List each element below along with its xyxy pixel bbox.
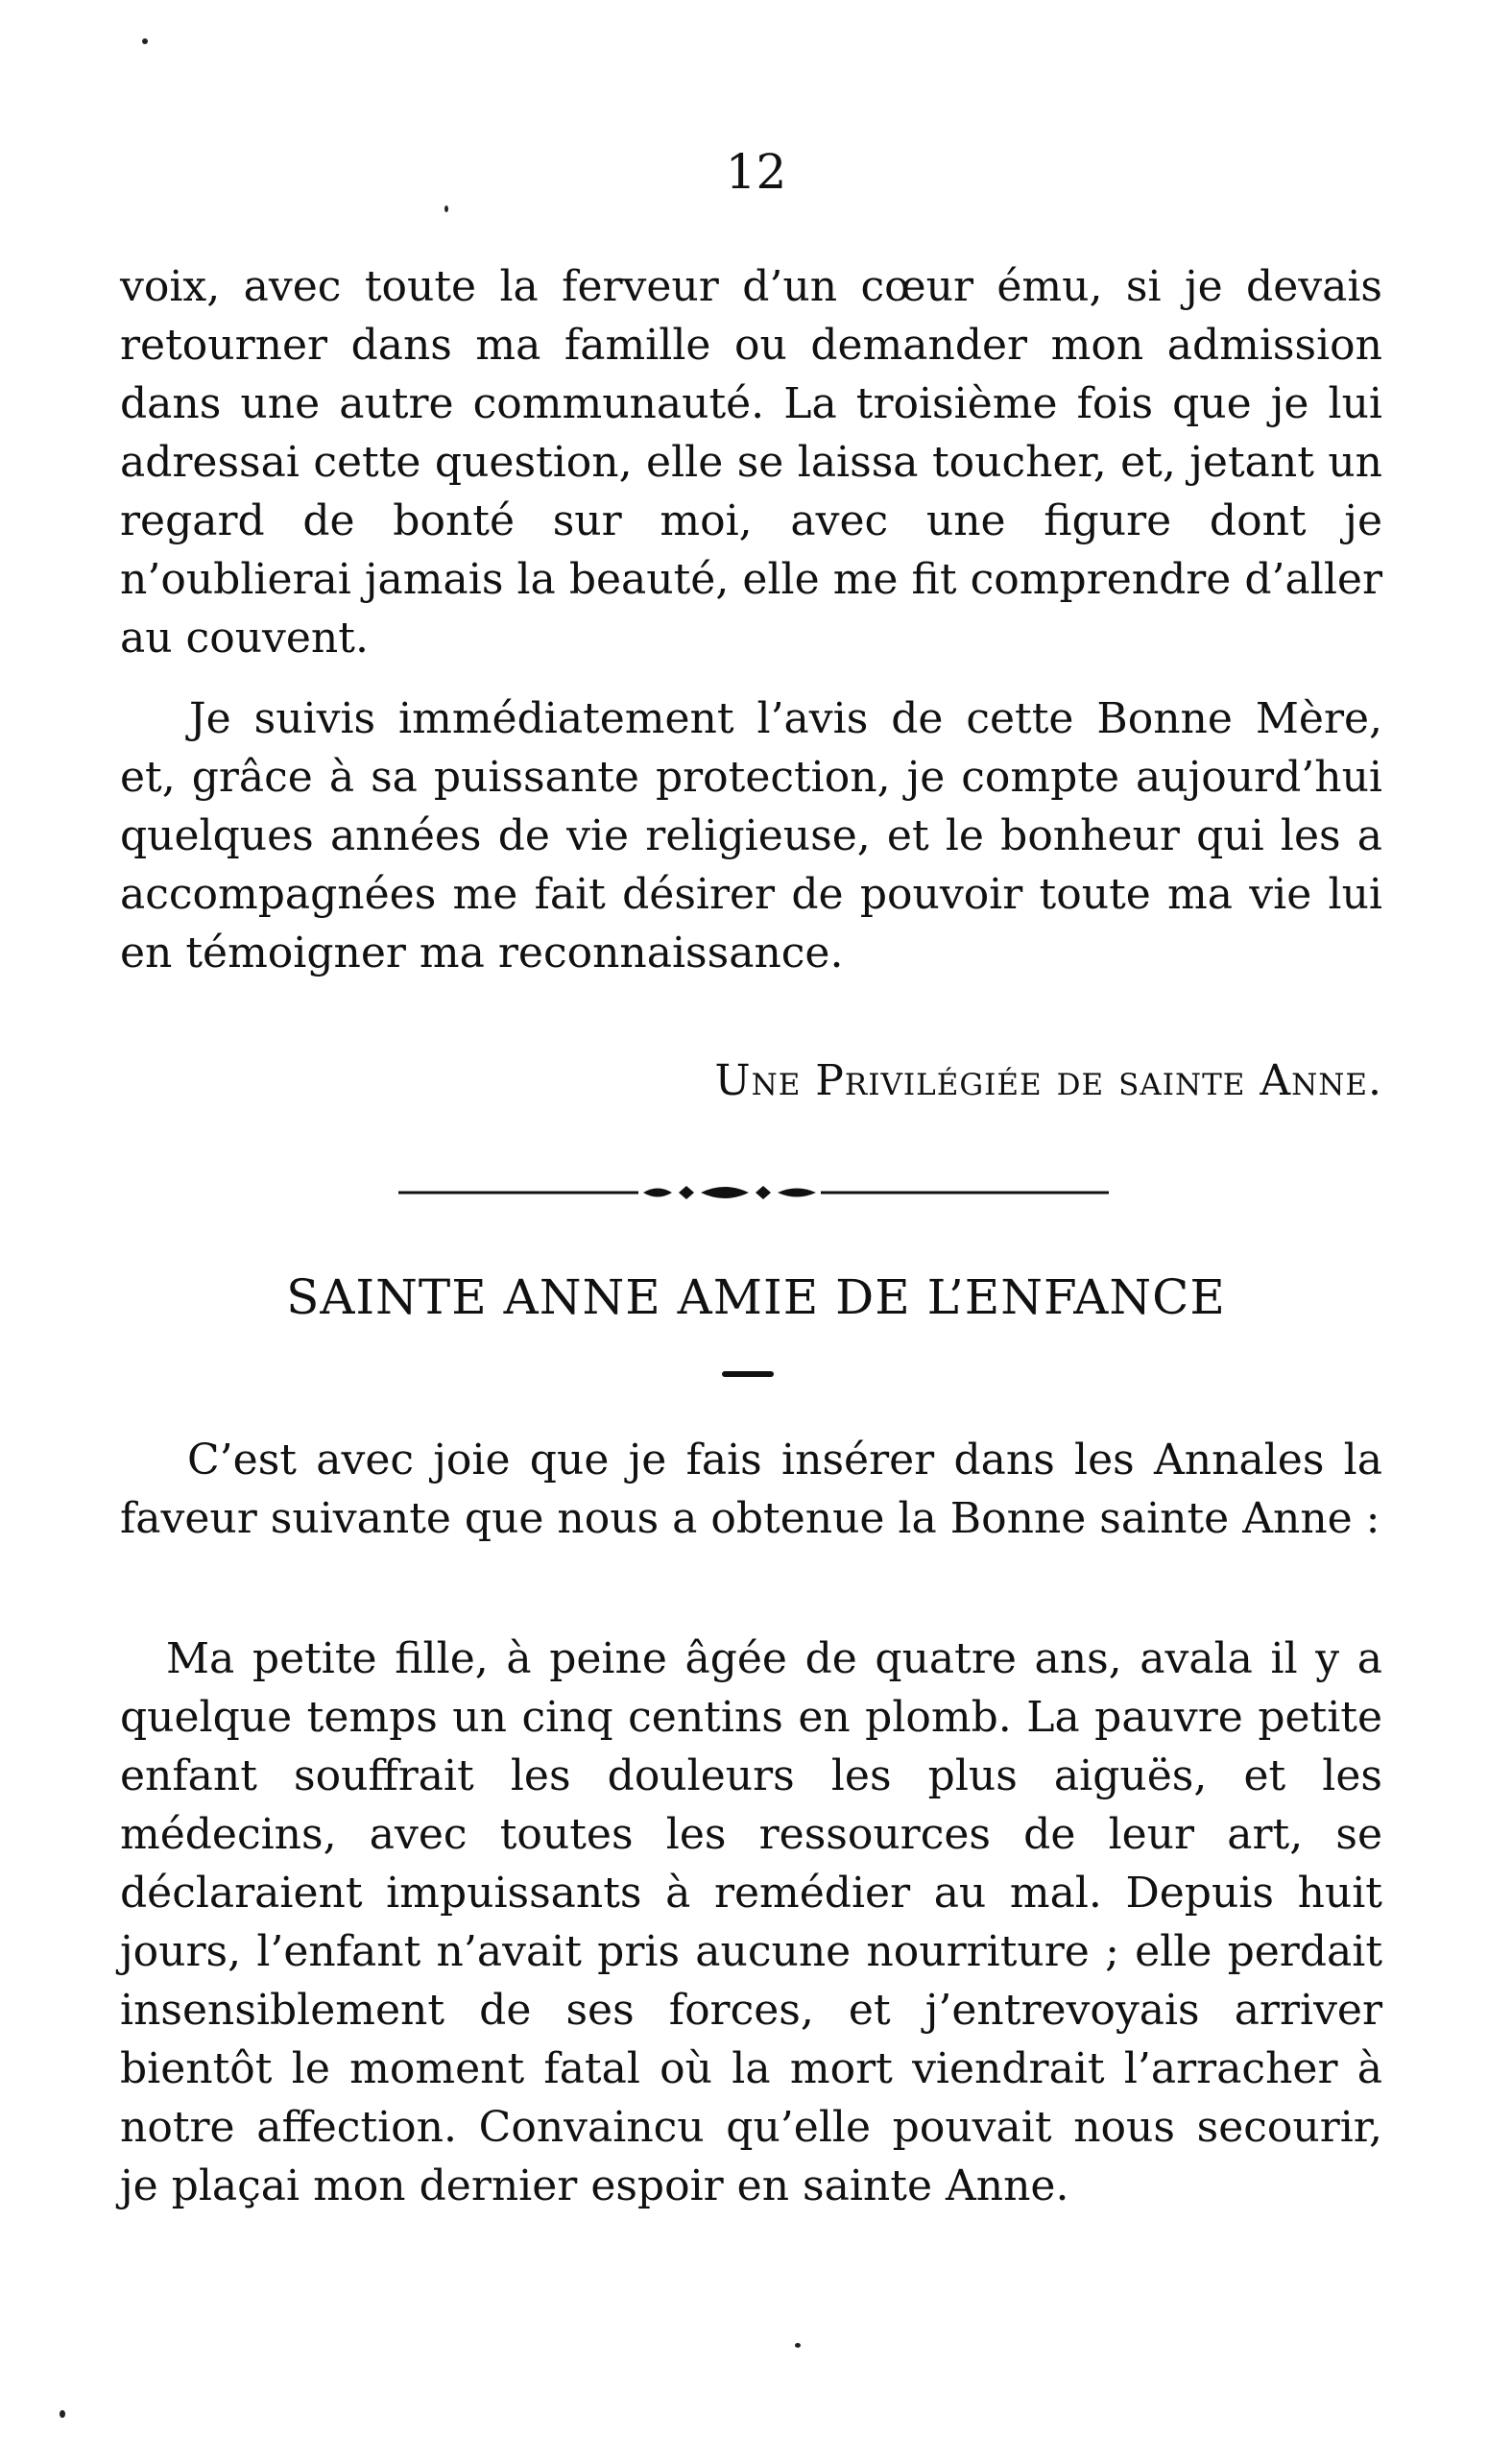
paragraph-intro: C’est avec joie que je fais insérer dans les Annales la faveur suivante que nous a obtenue la Bonne sainte Anne : [120, 1436, 1382, 1543]
paragraph-testimony: Ma petite fille, à peine âgée de quatre ans, avala il y a quelque temps un cinq centins en plomb. La pauvre petite enfant souffrait les douleurs les plus aiguës, et les médecins, avec toutes les ressources de leur art, se déclaraient impuissants à remédier au mal. Depuis huit jours, l’enfant n’avait pris aucune nourriture ; elle perdait insensiblement de ses forces, et j’entrevoyais arriver bientôt le moment fatal où la mort viendrait l’arracher à notre affection. Convaincu qu’elle pouvait nous secourir, je plaçai mon dernier espoir en sainte Anne. [120, 1634, 1382, 2210]
page-number: 12 [725, 144, 787, 200]
signature: Une Privilégiée de sainte Anne. [714, 1056, 1382, 1105]
print-speck [60, 2410, 65, 2418]
print-speck [444, 205, 448, 212]
print-speck [795, 2343, 801, 2348]
section-title: SAINTE ANNE AMIE DE L’ENFANCE [286, 1269, 1226, 1325]
print-speck [142, 38, 148, 44]
paragraph-gratitude: Je suivis immédiatement l’avis de cette Bonne Mère, et, grâce à sa puissante protection, je compte aujourd’hui quelques années de vie religieuse, et le bonheur qui les a accompagnées me fait désirer de pouvoir toute ma vie lui en témoigner ma reconnaissance. [120, 694, 1382, 978]
title-rule [722, 1371, 774, 1377]
ornamental-divider [398, 1181, 1109, 1204]
paragraph-continuation: voix, avec toute la ferveur d’un cœur ému, si je devais retourner dans ma famille ou demander mon admission dans une autre communauté. La troisième fois que je lui adressai cette question, elle se laissa toucher, et, jetant un regard de bonté sur moi, avec une figure dont je n’oublierai jamais la beauté, elle me fit comprendre d’aller au couvent. [120, 262, 1382, 663]
